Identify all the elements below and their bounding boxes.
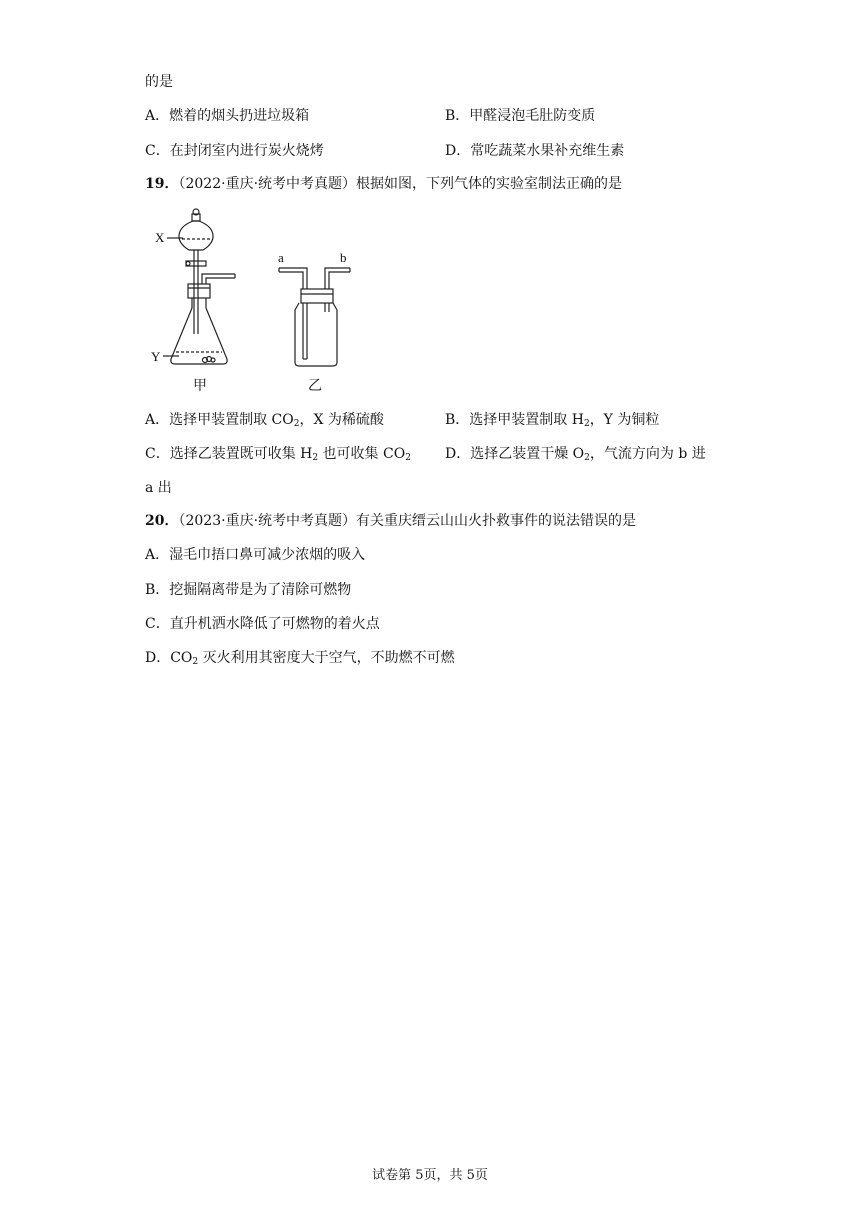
q19-number: 19． <box>145 176 179 192</box>
conical-flask <box>171 274 235 364</box>
q19-source: （2022·重庆·统考中考真题） <box>178 176 357 192</box>
label-yi: 乙 <box>308 379 322 394</box>
q19-option-d: D．选择乙装置干燥 $O_2$，气流方向为 b 进 <box>445 446 706 463</box>
q18-option-d: D．常吃蔬菜水果补充维生素 <box>445 143 625 159</box>
q19-option-d-continuation: a 出 <box>145 480 172 496</box>
q20-stem <box>145 511 636 531</box>
label-a: a <box>278 250 284 265</box>
q20-source: （2023·重庆·统考中考真题） <box>178 513 357 529</box>
q19-option-c: C．选择乙装置既可收集 $H_2$ 也可收集 $CO_2$ <box>145 446 411 463</box>
q20-option-c: C．直升机洒水降低了可燃物的着火点 <box>145 616 380 632</box>
q18-option-b: B．甲醛浸泡毛肚防变质 <box>445 108 596 124</box>
gas-washing-bottle <box>279 268 350 366</box>
label-jia: 甲 <box>193 379 207 394</box>
q18-option-a: A．燃着的烟头扔进垃圾箱 <box>145 108 310 124</box>
q20-stem-text: 有关重庆缙云山山火扑救事件的说法错误的是 <box>356 513 637 529</box>
q19-apparatus-figure <box>145 204 365 399</box>
q18-option-c: C．在封闭室内进行炭火烧烤 <box>145 143 324 159</box>
q20-option-b: B．挖掘隔离带是为了清除可燃物 <box>145 582 352 598</box>
apparatus-diagram <box>145 204 365 399</box>
q20-number: 20． <box>145 513 179 529</box>
q20-option-a: A．湿毛巾捂口鼻可减少浓烟的吸入 <box>145 547 366 563</box>
q19-option-b: B．选择甲装置制取 $H_2$，Y 为铜粒 <box>445 412 660 429</box>
page-footer: 试卷第 5页，共 5页 <box>372 1168 488 1183</box>
q19-stem-text: 根据如图，下列气体的实验室制法正确的是 <box>356 176 623 192</box>
q20-option-d: D．$CO_2$ 灭火利用其密度大于空气，不助燃不可燃 <box>145 650 455 667</box>
q19-option-a: A．选择甲装置制取 $CO_2$，X 为稀硫酸 <box>145 412 384 429</box>
q18-stem-tail: 的是 <box>145 74 173 90</box>
label-y: Y <box>151 349 161 364</box>
q19-stem <box>145 174 622 194</box>
separatory-funnel <box>179 209 213 334</box>
label-b: b <box>340 250 347 265</box>
label-x: X <box>155 230 165 245</box>
